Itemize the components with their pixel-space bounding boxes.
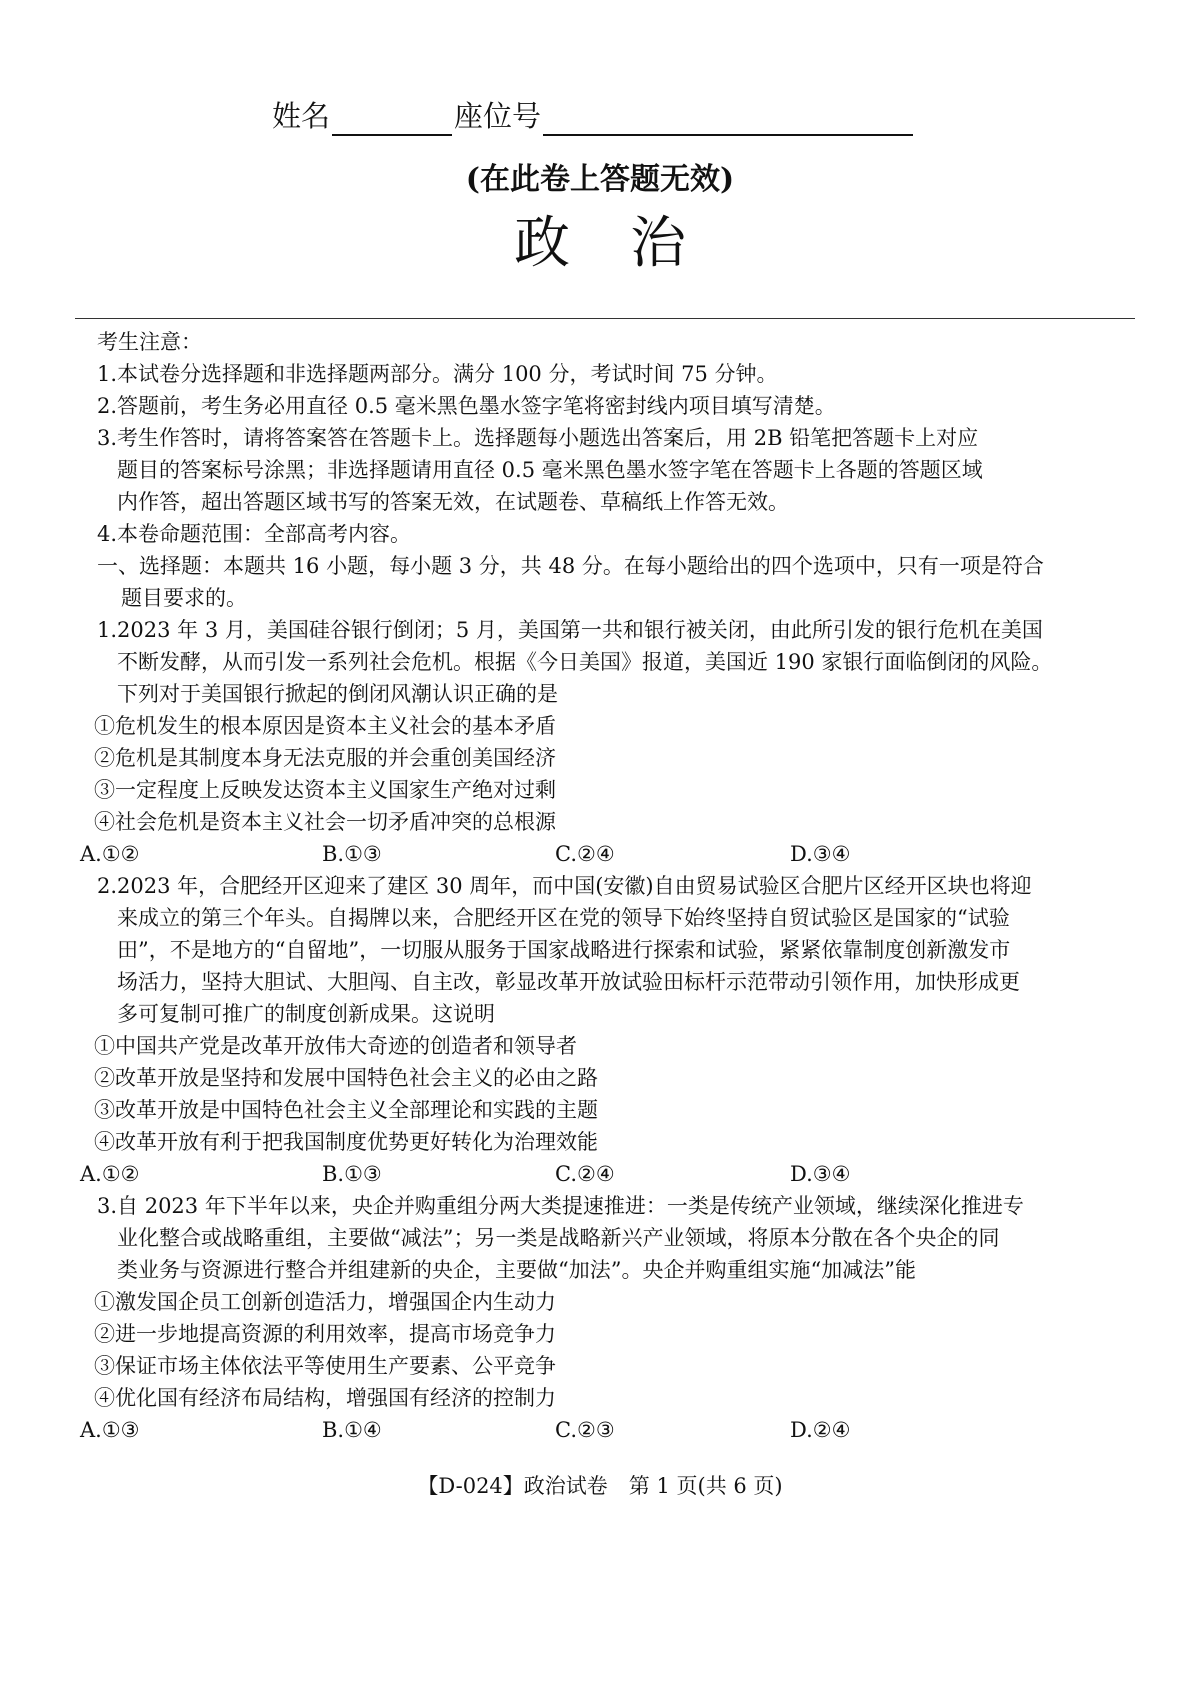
seat-label: 座位号 <box>454 99 542 133</box>
answer-choice-b: B.①③ <box>322 1162 382 1186</box>
question-option: ④改革开放有利于把我国制度优势更好转化为治理效能 <box>94 1130 598 1154</box>
question-option: ④社会危机是资本主义社会一切矛盾冲突的总根源 <box>94 810 556 834</box>
question-stem: 1.2023 年 3 月，美国硅谷银行倒闭；5 月，美国第一共和银行被关闭，由此所引发的银行危机在美国 <box>97 618 1043 642</box>
question-option: ③一定程度上反映发达资本主义国家生产绝对过剩 <box>94 778 556 802</box>
answer-choice-a: A.①② <box>80 842 140 866</box>
instruction-item-continued: 题目的答案标号涂黑；非选择题请用直径 0.5 毫米黑色墨水签字笔在答题卡上各题的答题区域 <box>117 458 983 482</box>
answer-choice-c: C.②④ <box>555 1162 615 1186</box>
page-footer: 【D-024】政治试卷 第 1 页(共 6 页) <box>417 1474 783 1498</box>
question-option: ③保证市场主体依法平等使用生产要素、公平竞争 <box>94 1354 556 1378</box>
question-stem-continued: 类业务与资源进行整合并组建新的央企，主要做“加法”。央企并购重组实施“加减法”能 <box>117 1258 916 1282</box>
invalid-answer-notice: (在此卷上答题无效) <box>465 162 735 197</box>
question-stem: 2.2023 年，合肥经开区迎来了建区 30 周年，而中国(安徽)自由贸易试验区合肥片区经开区块也将迎 <box>97 874 1032 898</box>
answer-choices <box>0 838 1200 870</box>
instruction-item: 1.本试卷分选择题和非选择题两部分。满分 100 分，考试时间 75 分钟。 <box>97 362 778 386</box>
instruction-item: 4.本卷命题范围：全部高考内容。 <box>97 522 412 546</box>
question-stem-continued: 下列对于美国银行掀起的倒闭风潮认识正确的是 <box>117 682 558 706</box>
instruction-item: 2.答题前，考生务必用直径 0.5 毫米黑色墨水签字笔将密封线内项目填写清楚。 <box>97 394 836 418</box>
answer-choice-b: B.①③ <box>322 842 382 866</box>
question-stem: 3.自 2023 年下半年以来，央企并购重组分两大类提速推进：一类是传统产业领域，继续深化推进专 <box>97 1194 1024 1218</box>
answer-choices <box>0 1414 1200 1446</box>
instruction-item-continued: 内作答，超出答题区域书写的答案无效，在试题卷、草稿纸上作答无效。 <box>117 490 789 514</box>
candidate-info-line <box>272 96 915 136</box>
instruction-item: 3.考生作答时，请将答案答在答题卡上。选择题每小题选出答案后，用 2B 铅笔把答题卡上对应 <box>97 426 979 450</box>
question-option: ③改革开放是中国特色社会主义全部理论和实践的主题 <box>94 1098 598 1122</box>
answer-choices <box>0 1158 1200 1190</box>
answer-choice-d: D.②④ <box>790 1418 851 1442</box>
answer-choice-c: C.②④ <box>555 842 615 866</box>
question-option: ①危机发生的根本原因是资本主义社会的基本矛盾 <box>94 714 556 738</box>
exam-content <box>0 326 1200 1446</box>
question-stem-continued: 来成立的第三个年头。自揭牌以来，合肥经开区在党的领导下始终坚持自贸试验区是国家的“试验 <box>117 906 1010 930</box>
name-blank <box>332 100 452 136</box>
question-option: ②改革开放是坚持和发展中国特色社会主义的必由之路 <box>94 1066 598 1090</box>
answer-choice-c: C.②③ <box>555 1418 615 1442</box>
section-heading-continued: 题目要求的。 <box>121 586 247 610</box>
question-stem-continued: 多可复制可推广的制度创新成果。这说明 <box>117 1002 495 1026</box>
question-stem-continued: 不断发酵，从而引发一系列社会危机。根据《今日美国》报道，美国近 190 家银行面临倒闭的风险。 <box>117 650 1053 674</box>
answer-choice-a: A.①② <box>80 1162 140 1186</box>
name-label: 姓名 <box>272 99 331 133</box>
answer-choice-a: A.①③ <box>80 1418 140 1442</box>
seat-blank <box>543 100 913 136</box>
question-option: ④优化国有经济布局结构，增强国有经济的控制力 <box>94 1386 556 1410</box>
answer-choice-d: D.③④ <box>790 842 851 866</box>
question-option: ②进一步地提高资源的利用效率，提高市场竞争力 <box>94 1322 556 1346</box>
answer-choice-d: D.③④ <box>790 1162 851 1186</box>
instructions-title: 考生注意： <box>97 330 202 354</box>
question-stem-continued: 田”，不是地方的“自留地”，一切服从服务于国家战略进行探索和试验，紧紧依靠制度创新激发市 <box>117 938 1011 962</box>
question-stem-continued: 场活力，坚持大胆试、大胆闯、自主改，彰显改革开放试验田标杆示范带动引领作用，加快形成更 <box>117 970 1020 994</box>
header-divider <box>75 318 1135 319</box>
question-option: ②危机是其制度本身无法克服的并会重创美国经济 <box>94 746 556 770</box>
question-stem-continued: 业化整合或战略重组，主要做“减法”；另一类是战略新兴产业领域，将原本分散在各个央企的同 <box>117 1226 1000 1250</box>
subject-title: 政治 <box>514 211 746 276</box>
section-heading: 一、选择题：本题共 16 小题，每小题 3 分，共 48 分。在每小题给出的四个选项中，只有一项是符合 <box>97 554 1044 578</box>
question-option: ①中国共产党是改革开放伟大奇迹的创造者和领导者 <box>94 1034 577 1058</box>
answer-choice-b: B.①④ <box>322 1418 382 1442</box>
question-option: ①激发国企员工创新创造活力，增强国企内生动力 <box>94 1290 556 1314</box>
